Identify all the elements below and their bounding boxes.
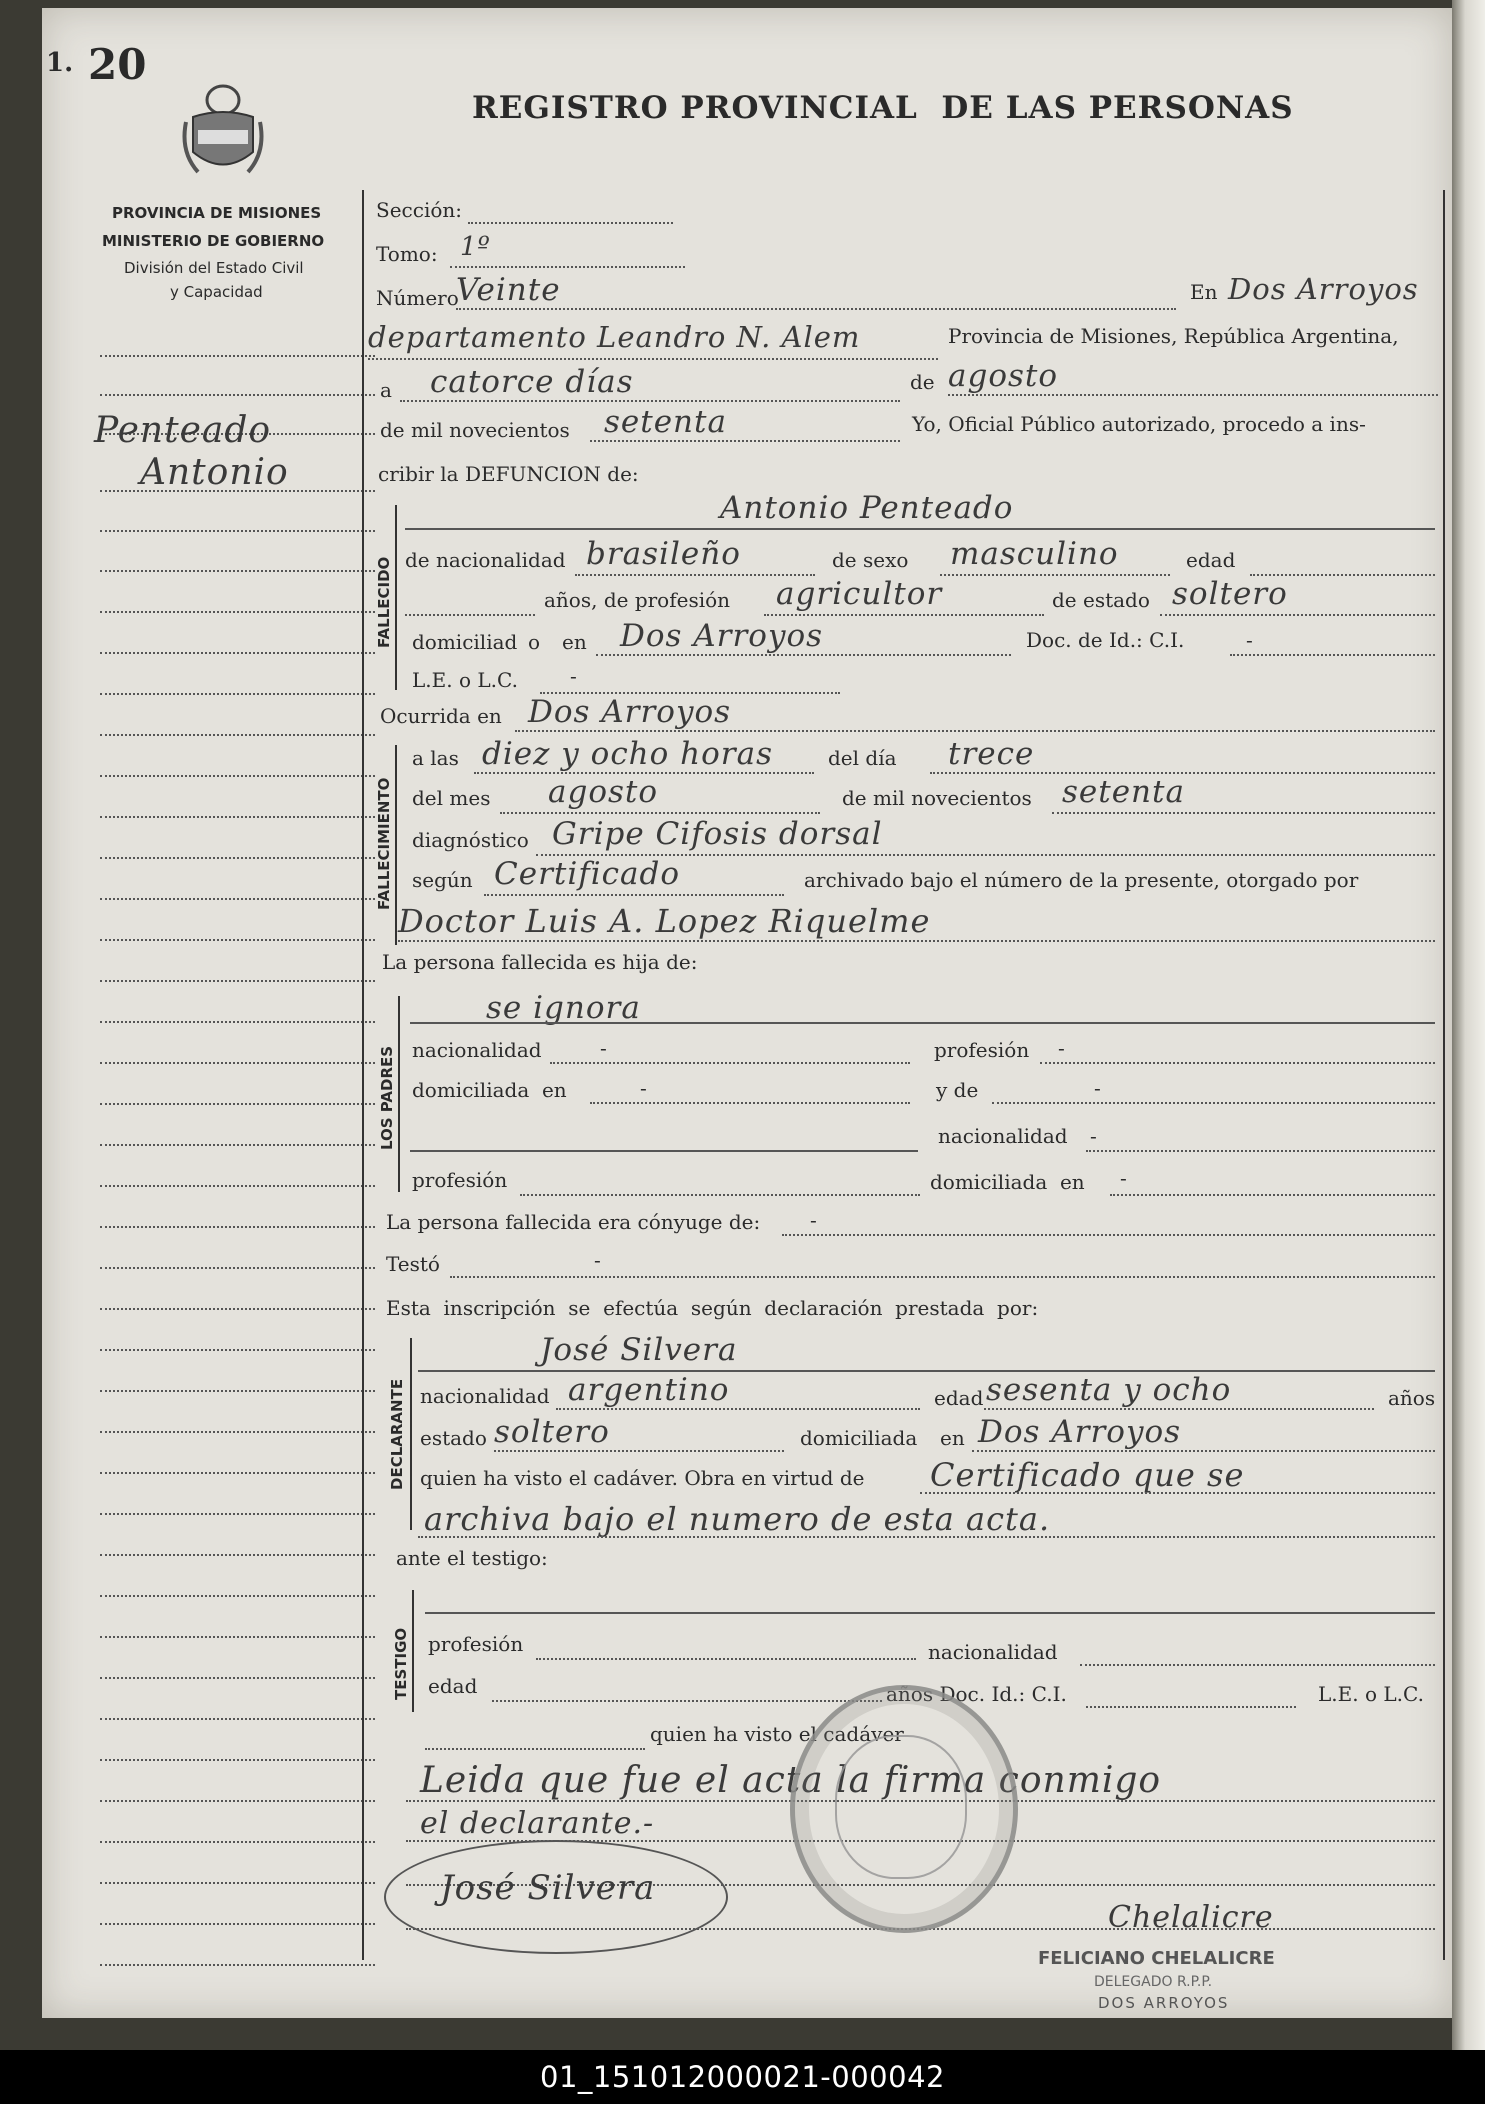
main-column-divider (362, 190, 364, 1960)
provincia-text: Provincia de Misiones, República Argentina, (948, 324, 1399, 348)
declarante-quien-text: quien ha visto el cadáver. Obra en virtud de (420, 1466, 865, 1490)
fallecido-name-line (405, 528, 1435, 530)
padres-domiciliada2-value: - (1120, 1166, 1127, 1190)
fallecido-estado-label: de estado (1052, 588, 1150, 612)
fallecido-bracket (395, 505, 397, 690)
padres-name-line (410, 1022, 1435, 1024)
fallecido-domiciliado-label: domiciliad (412, 630, 518, 654)
oficial-signature: Chelalicre (1108, 1900, 1274, 1935)
seccion-label: Sección: (376, 198, 462, 222)
issuer-line-3: División del Estado Civil (124, 259, 304, 277)
fallecido-domicilio-line (596, 654, 1011, 656)
padres-second-name-line (410, 1150, 918, 1152)
oficial-stamp-title: DELEGADO R.P.P. (1094, 1974, 1213, 1990)
fallecido-sexo-value: masculino (950, 536, 1119, 572)
margin-surname: Penteado (94, 410, 272, 451)
fallecimiento-doctor-line (398, 940, 1435, 942)
book-edge (1452, 0, 1485, 2050)
fallecimiento-segun-label: según (412, 868, 473, 892)
seccion-line (468, 222, 673, 224)
padres-profesion-line (1040, 1062, 1435, 1064)
fallecimiento-diagnostico-value: Gripe Cifosis dorsal (552, 816, 883, 852)
declarante-edad-value: sesenta y ocho (986, 1372, 1232, 1408)
fallecido-doc-label: Doc. de Id.: C.I. (1026, 628, 1185, 652)
padres-domiciliada-value: - (640, 1076, 647, 1100)
footer-image-id: 01_151012000021-000042 (0, 2050, 1485, 2104)
fallecido-nacionalidad-value: brasileño (586, 536, 741, 572)
mes-line (948, 394, 1438, 396)
testigo-doc-line (1086, 1706, 1296, 1708)
declarante-section-label: DECLARANTE (388, 1378, 406, 1490)
fallecimiento-segun-value: Certificado (494, 856, 680, 892)
inscribir-text: cribir la DEFUNCION de: (378, 462, 639, 486)
declarante-nacionalidad-value: argentino (568, 1372, 730, 1408)
padres-bracket (398, 996, 400, 1192)
padres-intro: La persona fallecida es hija de: (382, 950, 698, 974)
declarante-anios-label: años (1388, 1386, 1436, 1410)
testigo-profesion-line (536, 1658, 916, 1660)
padres-domiciliada-label: domiciliada en (412, 1078, 567, 1102)
mes-value: agosto (948, 358, 1059, 394)
fallecido-name: Antonio Penteado (720, 490, 1014, 526)
fallecimiento-del-dia-label: del día (828, 746, 897, 770)
en-value: Dos Arroyos (1228, 272, 1419, 306)
testigo-anios-doc-label: años Doc. Id.: C.I. (886, 1682, 1067, 1706)
margin-given-name: Antonio (140, 452, 289, 493)
seal-emblem-icon (835, 1735, 967, 1879)
declarante-obra-cont: archiva bajo el numero de esta acta. (424, 1500, 1051, 1538)
right-border (1443, 190, 1445, 1960)
testigo-section-label: TESTIGO (392, 1627, 410, 1700)
testo-line (450, 1276, 1435, 1278)
padres-nacionalidad-label: nacionalidad (412, 1038, 542, 1062)
fallecimiento-dia-value: trece (948, 736, 1035, 772)
page-title: REGISTRO PROVINCIAL DE LAS PERSONAS (472, 90, 1294, 126)
official-seal-stamp (790, 1685, 1018, 1933)
declarante-name: José Silvera (540, 1332, 738, 1368)
padres-nacionalidad-value: - (600, 1036, 607, 1060)
fallecido-section-label: FALLECIDO (375, 556, 393, 648)
padres-domiciliada2-label: domiciliada en (930, 1170, 1085, 1194)
dias-value: catorce días (430, 364, 634, 400)
fallecido-estado-line (1160, 614, 1435, 616)
testigo-nacionalidad-line (1080, 1664, 1435, 1666)
anio-line (590, 440, 900, 442)
padres-section-label: LOS PADRES (378, 1045, 396, 1150)
tomo-value: 1º (460, 232, 491, 262)
declarante-obra-line (920, 1492, 1435, 1494)
testo-label: Testó (386, 1252, 440, 1276)
a-label: a (380, 378, 392, 402)
dias-line (400, 400, 900, 402)
fallecimiento-mes-value: agosto (548, 774, 659, 810)
declarante-nacionalidad-label: nacionalidad (420, 1384, 550, 1408)
fallecimiento-mil-label: de mil novecientos (842, 786, 1032, 810)
fallecido-le-value: - (570, 664, 577, 688)
fallecimiento-archivado-text: archivado bajo el número de la presente, otorgado por (804, 868, 1359, 892)
padres-y-de-label: y de (936, 1078, 979, 1102)
padres-nacionalidad2-value: - (1090, 1124, 1097, 1148)
oficial-text: Yo, Oficial Público autorizado, procedo a ins- (912, 412, 1366, 436)
testigo-edad-label: edad (428, 1674, 478, 1698)
padres-nacionalidad-line (550, 1062, 910, 1064)
declarante-edad-label: edad (934, 1386, 984, 1410)
declarante-obra-cont-line (418, 1536, 1435, 1538)
fallecido-doc-value: - (1246, 628, 1253, 652)
closing-line-2: el declarante.- (420, 1806, 655, 1841)
de-label: de (910, 370, 935, 394)
numero-line (456, 308, 1176, 310)
declarante-estado-label: estado (420, 1426, 487, 1450)
fallecimiento-diagnostico-label: diagnóstico (412, 828, 529, 852)
coat-of-arms-icon (178, 82, 268, 186)
fallecido-doc-line (1230, 654, 1435, 656)
declarante-obra-value: Certificado que se (930, 1456, 1245, 1494)
testigo-bracket (412, 1590, 414, 1712)
declarante-estado-value: soltero (494, 1414, 610, 1450)
padres-name: se ignora (486, 990, 641, 1026)
fallecimiento-hora-value: diez y ocho horas (482, 736, 774, 772)
numero-value: Veinte (456, 272, 561, 308)
fallecido-anios-profesion-label: años, de profesión (544, 588, 731, 612)
testo-value: - (594, 1248, 601, 1272)
issuer-line-2: MINISTERIO DE GOBIERNO (102, 232, 325, 250)
declarante-estado-line (494, 1450, 784, 1452)
conyuge-value: - (810, 1208, 817, 1232)
issuer-line-1: PROVINCIA DE MISIONES (112, 204, 322, 222)
declarante-nacionalidad-line (556, 1408, 920, 1410)
fallecido-estado-value: soltero (1172, 576, 1288, 612)
padres-profesion2-label: profesión (412, 1168, 508, 1192)
fallecido-profesion-line (764, 614, 1044, 616)
testigo-quien-line-left (425, 1748, 645, 1750)
declarante-signature: José Silvera (440, 1868, 656, 1908)
fallecido-en-label: en (562, 630, 587, 654)
padres-profesion-label: profesión (934, 1038, 1030, 1062)
issuer-line-4: y Capacidad (170, 283, 263, 301)
page-number: 20 (88, 40, 147, 89)
mil-novecientos-label: de mil novecientos (380, 418, 570, 442)
oficial-stamp-place: DOS ARROYOS (1098, 1994, 1230, 2012)
fallecimiento-mes-line (500, 812, 820, 814)
testigo-intro: ante el testigo: (396, 1546, 548, 1570)
fallecido-sexo-line (940, 574, 1170, 576)
fallecido-profesion-value: agricultor (776, 576, 943, 612)
testigo-edad-line (492, 1700, 882, 1702)
padres-y-de-line (992, 1102, 1435, 1104)
ocurrida-label: Ocurrida en (380, 704, 502, 728)
testigo-profesion-label: profesión (428, 1632, 524, 1656)
fallecimiento-bracket (395, 745, 397, 945)
fallecimiento-section-label: FALLECIMIENTO (375, 777, 393, 910)
declarante-domicilio-line (972, 1450, 1435, 1452)
ocurrida-line (515, 730, 1435, 732)
oficial-stamp-name: FELICIANO CHELALICRE (1038, 1948, 1275, 1969)
fallecido-nacionalidad-label: de nacionalidad (405, 548, 566, 572)
padres-profesion2-line (520, 1194, 920, 1196)
fallecimiento-anio-line (1052, 812, 1435, 814)
fallecimiento-del-mes-label: del mes (412, 786, 491, 810)
closing-line-1: Leida que fue el acta la firma conmigo (420, 1760, 1162, 1801)
fallecido-edad-label: edad (1186, 548, 1236, 572)
padres-y-de-value: - (1094, 1076, 1101, 1100)
fallecimiento-segun-line (484, 894, 784, 896)
padres-nacionalidad2-label: nacionalidad (938, 1124, 1068, 1148)
declaracion-text: Esta inscripción se efectúa según declaración prestada por: (386, 1296, 1039, 1320)
conyuge-line (782, 1234, 1435, 1236)
fallecimiento-doctor-value: Doctor Luis A. Lopez Riquelme (398, 902, 931, 940)
testigo-name-line (425, 1612, 1435, 1614)
declarante-bracket (410, 1338, 412, 1530)
declarante-domiciliada-label: domiciliada (800, 1426, 918, 1450)
declarante-domicilio-value: Dos Arroyos (978, 1414, 1182, 1450)
testigo-nacionalidad-label: nacionalidad (928, 1640, 1058, 1664)
ocurrida-value: Dos Arroyos (528, 694, 732, 730)
departamento-line (368, 358, 938, 360)
testigo-quien-text: quien ha visto el cadáver (650, 1722, 904, 1746)
conyuge-label: La persona fallecida era cónyuge de: (386, 1210, 761, 1234)
fallecido-domicilio-value: Dos Arroyos (620, 618, 824, 654)
padres-domiciliada-line (590, 1102, 910, 1104)
fallecido-le-label: L.E. o L.C. (412, 668, 518, 692)
testigo-le-label: L.E. o L.C. (1318, 1682, 1424, 1706)
departamento-value: departamento Leandro N. Alem (368, 320, 861, 354)
fallecimiento-anio-value: setenta (1062, 774, 1185, 810)
fallecimiento-a-las-label: a las (412, 746, 459, 770)
page-number-prefix: 1. (46, 48, 74, 78)
tomo-label: Tomo: (376, 242, 438, 266)
fallecido-sexo-label: de sexo (832, 548, 909, 572)
padres-domiciliada2-line (1110, 1194, 1435, 1196)
tomo-line (450, 266, 685, 268)
fallecido-edad-value-line (405, 614, 535, 616)
declarante-en-label: en (940, 1426, 965, 1450)
fallecido-domiciliado-suffix: o (528, 630, 541, 654)
anio-value: setenta (604, 404, 727, 440)
padres-profesion-value: - (1058, 1036, 1065, 1060)
padres-nacionalidad2-line (1086, 1150, 1435, 1152)
declarante-edad-line (984, 1408, 1374, 1410)
numero-label: Número (376, 286, 459, 310)
en-label: En (1190, 280, 1218, 304)
